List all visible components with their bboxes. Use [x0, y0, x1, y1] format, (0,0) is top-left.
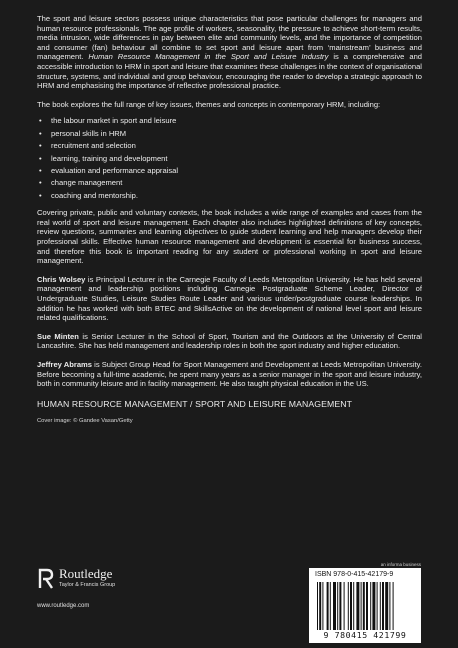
list-item: • recruitment and selection	[37, 140, 422, 152]
barcode-number: 9 780415 421799	[323, 630, 407, 640]
author-name: Chris Wolsey	[37, 274, 86, 284]
list-item: • learning, training and development	[37, 153, 422, 165]
author-bio: Sue Minten is Senior Lecturer in the School of Sport, Tourism and the Outdoors at the University of Central Lancashire. She has held management and leadership roles in both the sport industry and higher education.	[37, 331, 422, 351]
publisher-website: www.routledge.com	[37, 603, 90, 609]
publisher-name: Routledge	[59, 566, 113, 581]
back-cover-text	[37, 14, 422, 424]
explores-paragraph: The book explores the full range of key issues, themes and concepts in contemporary HRM, including:	[37, 99, 381, 109]
intro-paragraph: The sport and leisure sectors possess unique characteristics that pose particular challenges for managers and human resource professionals. The age profile of workers, seasonality, the pressure to achieve short-term results, media intrusion, wide differences in pay between elite and community levels, and the importance of competition and consumer (fan) behaviour all combine to set sport and leisure apart from ‘mainstream’ business and management. Human Resource Management in the Sport and Leisure Industry is a comprehensive and accessible introduction to HRM in sport and leisure that examines these challenges in the context of organisational structure, systems, and individual and group behaviour, encouraging the reader to develop a strategic approach to HRM and emphasising the importance of reflective professional practice.	[37, 14, 423, 91]
informa-tag: an informa business	[380, 562, 421, 567]
list-item: • the labour market in sport and leisure	[37, 115, 422, 127]
barcode-icon	[317, 582, 413, 630]
list-item: • personal skills in HRM	[37, 128, 422, 140]
subject-category: HUMAN RESOURCE MANAGEMENT / SPORT AND LEISURE MANAGEMENT	[37, 398, 353, 409]
cover-image-credit: Cover image: © Gandee Vasan/Getty	[37, 417, 133, 424]
list-item: • change management	[37, 177, 422, 189]
isbn-text: ISBN 978-0-415-42179-9	[315, 571, 394, 578]
author-name: Jeffrey Abrams	[37, 359, 93, 369]
covering-paragraph: Covering private, public and voluntary contexts, the book includes a wide range of examples and cases from the real world of sport and leisure management. Each chapter also includes highlighted definitions of key concepts, review questions, summaries and learning objectives to guide student learning and help managers develop their professional skills. Effective human resource management and development is essential for business success, and therefore this book is important reading for any student or professional working in sport and leisure management.	[37, 208, 422, 266]
author-bio: Jeffrey Abrams is Subject Group Head for Sport Management and Development at Leeds Metropolitan University. Before becoming a full-time academic, he spent many years as a senior manager in the sport and leisure industry, both in community leisure and in facility management. He also taught physical education in the US.	[37, 359, 422, 389]
list-item: • evaluation and performance appraisal	[37, 165, 422, 177]
book-title: Human Resource Management in the Sport and Leisure Industry	[88, 52, 329, 62]
topics-list	[37, 115, 422, 202]
list-item: • coaching and mentorship.	[37, 190, 422, 202]
routledge-logo-icon	[37, 568, 55, 590]
publisher-group: Taylor & Francis Group	[59, 582, 116, 588]
barcode-label	[309, 568, 421, 643]
author-bio: Chris Wolsey is Principal Lecturer in the Carnegie Faculty of Leeds Metropolitan University. He has held several management and leadership positions including Carnegie Postgraduate Scheme Leader, Director of Undergraduate Studies, Leisure Studies Route Leader and various under/postgraduate course leaderships. In addition he has worked with both BTEC and SkillsActive on the development of national level sport and leisure related qualifications.	[37, 274, 422, 323]
author-name: Sue Minten	[37, 331, 79, 341]
barcode-block	[309, 562, 421, 643]
